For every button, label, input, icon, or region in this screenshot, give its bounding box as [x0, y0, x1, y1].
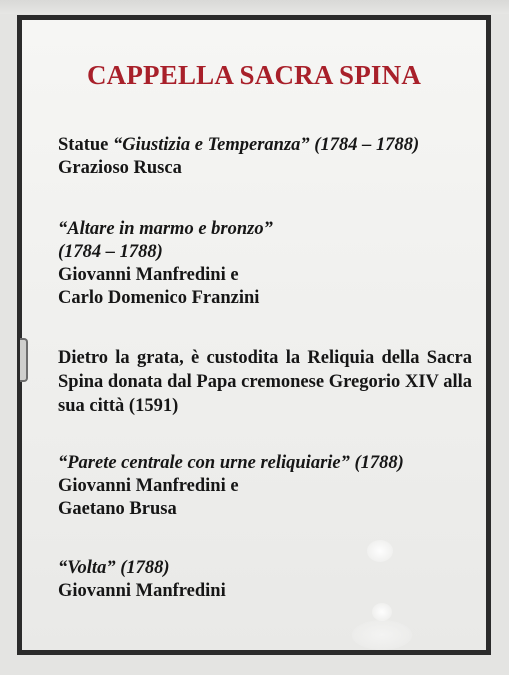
- entry-parete-artist-1: Giovanni Manfredini e: [58, 476, 239, 496]
- entry-reliquia-text: Dietro la grata, è custodita la Reliquia della Sacra Spina donata dal Papa cremonese Gregorio XIV alla sua città (1591): [58, 348, 472, 416]
- entry-altare-dates: (1784 – 1788): [58, 242, 163, 262]
- entry-parete: [58, 452, 472, 521]
- entry-volta-work: “Volta” (1788): [58, 558, 170, 578]
- entry-altare-work: “Altare in marmo e bronzo”: [58, 219, 273, 239]
- mounting-clip: [20, 338, 28, 382]
- wall-background: [0, 0, 509, 14]
- entry-statue-work: “Giustizia e Temperanza” (1784 – 1788): [113, 135, 420, 155]
- light-reflection: [352, 620, 412, 650]
- sign-frame: [17, 15, 491, 655]
- entry-altare-artist-1: Giovanni Manfredini e: [58, 265, 239, 285]
- light-reflection: [372, 603, 392, 621]
- entry-statue-artist: Grazioso Rusca: [58, 158, 182, 178]
- sign-title: CAPPELLA SACRA SPINA: [86, 60, 422, 90]
- entry-volta-artist: Giovanni Manfredini: [58, 581, 226, 601]
- entry-volta: [58, 557, 472, 603]
- entry-altare: [58, 218, 472, 310]
- entry-statue-prefix: Statue: [58, 135, 113, 155]
- entry-parete-artist-2: Gaetano Brusa: [58, 499, 177, 519]
- light-reflection: [367, 540, 393, 562]
- entry-parete-work: “Parete centrale con urne reliquiarie” (1788): [58, 453, 404, 473]
- entry-statue: [58, 134, 472, 180]
- entry-altare-artist-2: Carlo Domenico Franzini: [58, 288, 260, 308]
